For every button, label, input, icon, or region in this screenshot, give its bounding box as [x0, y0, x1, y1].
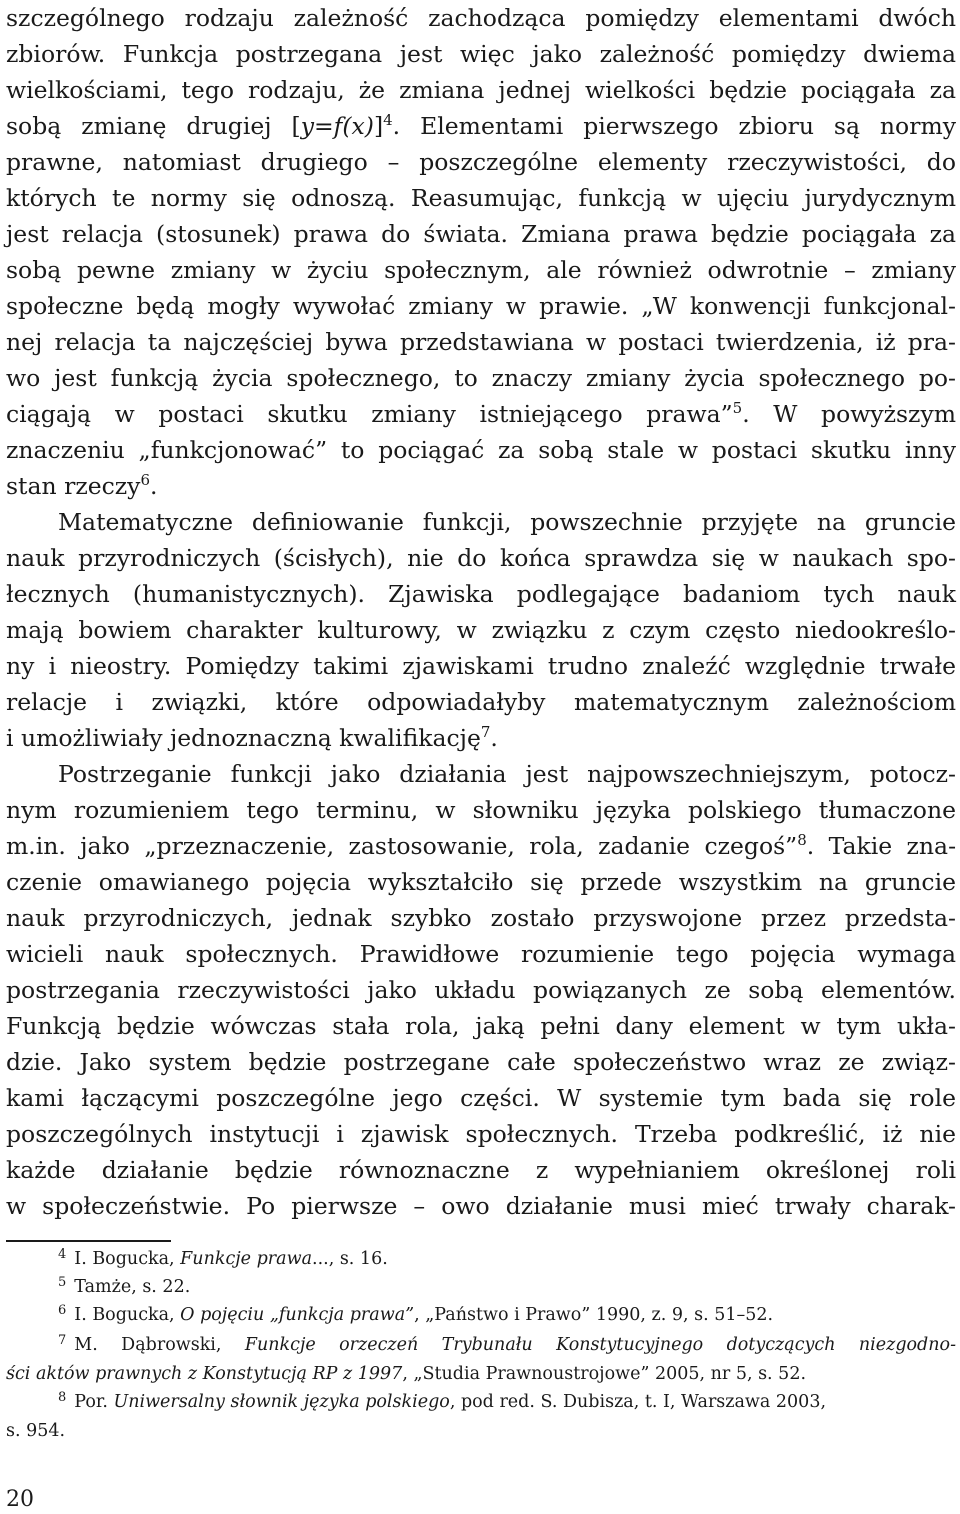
text-run: . Takie zna- [806, 832, 957, 860]
footnote-text: I. Bogucka, [74, 1249, 181, 1269]
text-line: nym rozumieniem tego terminu, w słowniku języka polskiego tłumaczone [6, 796, 956, 824]
text-line: wicieli nauk społecznych. Prawidłowe rozumienie tego pojęcia wymaga [6, 940, 956, 968]
text-line: społeczne będą mogły wywołać zmiany w prawie. „W konwencji funkcjonal- [6, 292, 956, 320]
text-line: wo jest funkcją życia społecznego, to znaczy zmiany życia społecznego po- [6, 364, 956, 392]
footnote-text: s. 954. [6, 1421, 66, 1441]
footnote-italic: Funkcje prawa [180, 1249, 313, 1269]
footnote-text: , pod red. S. Dubisza, t. I, Warszawa 2003, [449, 1392, 827, 1412]
text-line: dzie. Jako system będzie postrzegane całe społeczeństwo wraz ze związ- [6, 1048, 956, 1076]
text-line: nauk przyrodniczych (ścisłych), nie do końca sprawdza się w naukach spo- [6, 544, 956, 572]
text-run: ciągają w postaci skutku zmiany istniejącego prawa” [6, 400, 733, 428]
text-line: sobą pewne zmiany w życiu społecznym, ale również odwrotnie – zmiany [6, 256, 956, 284]
footnote-italic: Uniwersalny słownik języka polskiego [113, 1392, 450, 1412]
text-line: nej relacja ta najczęściej bywa przedstawiana w postaci twierdzenia, iż pra- [6, 328, 956, 356]
footnote-italic: O pojęciu „funkcja prawa” [180, 1305, 415, 1325]
footnote-italic: ści aktów prawnych z Konstytucją RP z 1997 [6, 1364, 403, 1384]
footnote [6, 1272, 956, 1302]
footnote [6, 1387, 956, 1417]
text-line: poszczególnych instytucji i zjawisk społecznych. Trzeba podkreślić, iż nie [6, 1120, 956, 1148]
text-line [6, 396, 956, 432]
text-line: każde działanie będzie równoznaczne z wypełnianiem określonej roli [6, 1156, 956, 1184]
text-line: zbiorów. Funkcja postrzegana jest więc jako zależność pomiędzy dwiema [6, 40, 956, 68]
text-run: . Elementami pierwszego zbioru są normy [392, 112, 956, 140]
page-number: 20 [6, 1487, 34, 1512]
footnote-ref: 4 [383, 111, 393, 129]
text-line: szczególnego rodzaju zależność zachodząca pomiędzy elementami dwóch [6, 4, 956, 32]
text-line: których te normy się odnoszą. Reasumując, funkcją w ujęciu jurydycznym [6, 184, 956, 212]
text-line [6, 108, 956, 144]
text-line: wielkościami, tego rodzaju, że zmiana jednej wielkości będzie pociągała za [6, 76, 956, 104]
italic-text: y=f(x) [300, 112, 374, 140]
footnote [6, 1416, 956, 1446]
text-line: znaczeniu „funkcjonować” to pociągać za sobą stale w postaci skutku inny [6, 436, 956, 464]
text-run: sobą zmianę drugiej [ [6, 112, 301, 140]
text-run: i umożliwiały jednoznaczną kwalifikację [6, 724, 481, 752]
footnote [6, 1300, 956, 1330]
text-run: ] [373, 112, 384, 140]
footnote-number: 5 [58, 1275, 67, 1290]
footnote-number: 4 [58, 1247, 67, 1262]
footnote-ref: 6 [140, 471, 151, 489]
footnote-number: 7 [58, 1333, 67, 1348]
footnote-text: I. Bogucka, [74, 1305, 181, 1325]
text-line: kami łączącymi poszczególne jego części. W systemie tym bada się role [6, 1084, 956, 1112]
text-line: prawne, natomiast drugiego – poszczególne elementy rzeczywistości, do [6, 148, 956, 176]
text-line: Postrzeganie funkcji jako działania jest najpowszechniejszym, potocz- [58, 760, 956, 788]
footnote-ref: 5 [732, 399, 743, 417]
text-line [6, 468, 956, 504]
footnote-divider [6, 1240, 171, 1242]
text-line: czenie omawianego pojęcia wykształciło się przede wszystkim na gruncie [6, 868, 956, 896]
footnote [6, 1359, 956, 1389]
footnote-text: M. Dąbrowski, [74, 1335, 245, 1355]
text-line: mają bowiem charakter kulturowy, w związku z czym często niedookreślo- [6, 616, 956, 644]
footnote-text: Tamże, s. 22. [74, 1277, 191, 1297]
text-line: ny i nieostry. Pomiędzy takimi zjawiskami trudno znaleźć względnie trwałe [6, 652, 956, 680]
text-run: . W powyższym [742, 400, 957, 428]
footnote-text: Por. [74, 1392, 114, 1412]
text-run: . [150, 472, 158, 500]
footnote [6, 1330, 956, 1360]
footnote-text: , „Państwo i Prawo” 1990, z. 9, s. 51–52. [414, 1305, 774, 1325]
footnote-text: , „Studia Prawnoustrojowe” 2005, nr 5, s. 52. [402, 1364, 807, 1384]
text-line: postrzegania rzeczywistości jako układu powiązanych ze sobą elementów. [6, 976, 956, 1004]
footnote [6, 1244, 956, 1274]
text-line: Funkcją będzie wówczas stała rola, jaką pełni dany element w tym ukła- [6, 1012, 956, 1040]
text-line: relacje i związki, które odpowiadałyby matematycznym zależnościom [6, 688, 956, 716]
footnote-italic: Funkcje orzeczeń Trybunału Konstytucyjnego dotyczących niezgodno- [244, 1335, 956, 1355]
text-run: . [490, 724, 498, 752]
text-line [6, 828, 956, 864]
footnote-text: ..., s. 16. [312, 1249, 388, 1269]
text-line: w społeczeństwie. Po pierwsze – owo działanie musi mieć trwały charak- [6, 1192, 956, 1220]
text-line: nauk przyrodniczych, jednak szybko zostało przyswojone przez przedsta- [6, 904, 956, 932]
text-run: stan rzeczy [6, 472, 141, 500]
footnote-ref: 8 [797, 831, 807, 849]
footnote-ref: 7 [480, 723, 491, 741]
text-line [6, 720, 956, 756]
footnote-number: 8 [58, 1390, 67, 1405]
footnote-number: 6 [58, 1303, 67, 1318]
text-line: łecznych (humanistycznych). Zjawiska podlegające badaniom tych nauk [6, 580, 956, 608]
text-line: Matematyczne definiowanie funkcji, powszechnie przyjęte na gruncie [58, 508, 956, 536]
text-run: m.in. jako „przeznaczenie, zastosowanie, rola, zadanie czegoś” [6, 832, 798, 860]
text-line: jest relacja (stosunek) prawa do świata. Zmiana prawa będzie pociągała za [6, 220, 956, 248]
